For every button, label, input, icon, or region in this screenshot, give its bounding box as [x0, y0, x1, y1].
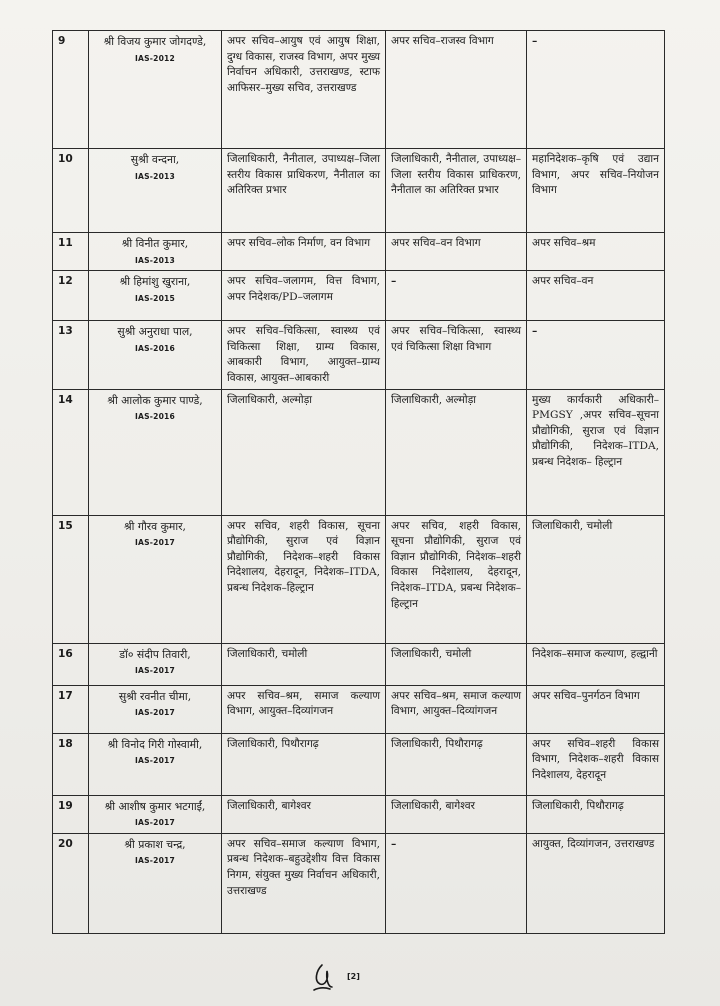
serial-number: 13: [53, 321, 89, 389]
retained-posting: –: [386, 833, 527, 933]
table-row: [53, 233, 665, 271]
retained-posting: जिलाधिकारी, बागेश्वर: [386, 795, 527, 833]
table-row: [53, 833, 665, 933]
serial-number: 20: [53, 833, 89, 933]
officer-cell: [89, 685, 222, 733]
table-row: [53, 643, 665, 685]
table-body: [53, 31, 665, 934]
officer-name: श्री हिमांशु खुराना,: [119, 275, 191, 289]
current-posting: अपर सचिव–लोक निर्माण, वन विभाग: [222, 233, 386, 271]
retained-posting: अपर सचिव, शहरी विकास, सूचना प्रौद्योगिकी, सुराज एवं विज्ञान प्रौद्योगिकी, निदेशक–शहरी विकास निदेशालय, देहरादून, निदेशक–ITDA, प्रबन्ध निदेशक–हिल्ट्रान: [386, 515, 527, 643]
service-batch: IAS-2017: [134, 756, 176, 766]
serial-number: 18: [53, 733, 89, 795]
new-posting: जिलाधिकारी, पिथौरागढ़: [527, 795, 665, 833]
new-posting: –: [527, 321, 665, 389]
serial-number: 19: [53, 795, 89, 833]
new-posting: महानिदेशक–कृषि एवं उद्यान विभाग, अपर सचिव–नियोजन विभाग: [527, 149, 665, 233]
service-batch: IAS-2013: [134, 171, 176, 181]
service-batch: IAS-2013: [134, 255, 176, 265]
table-row: [53, 733, 665, 795]
officer-name: श्री विजय कुमार जोगदण्डे,: [103, 35, 207, 48]
table-row: [53, 389, 665, 515]
current-posting: अपर सचिव–जलागम, वित्त विभाग, अपर निदेशक/PD–जलागम: [222, 271, 386, 321]
new-posting: –: [527, 31, 665, 149]
officer-cell: [89, 321, 222, 389]
current-posting: जिलाधिकारी, पिथौरागढ़: [222, 733, 386, 795]
serial-number: 11: [53, 233, 89, 271]
officer-name: श्री गौरव कुमार,: [124, 519, 186, 533]
current-posting: जिलाधिकारी, चमोली: [222, 643, 386, 685]
table-row: [53, 271, 665, 321]
officer-cell: [89, 233, 222, 271]
serial-number: 17: [53, 685, 89, 733]
officer-name: श्री आलोक कुमार पाण्डे,: [107, 393, 203, 407]
officer-cell: [89, 643, 222, 685]
current-posting: जिलाधिकारी, बागेश्वर: [222, 795, 386, 833]
new-posting: मुख्य कार्यकारी अधिकारी–PMGSY ,अपर सचिव–सूचना प्रौद्योगिकी, सुराज एवं विज्ञान प्रौद्योगिकी, निदेशक–ITDA, प्रबन्ध निदेशक– हिल्ट्रान: [527, 389, 665, 515]
service-batch: IAS-2016: [134, 412, 176, 422]
current-posting: अपर सचिव–श्रम, समाज कल्याण विभाग, आयुक्त–दिव्यांगजन: [222, 685, 386, 733]
table-row: [53, 795, 665, 833]
retained-posting: जिलाधिकारी, चमोली: [386, 643, 527, 685]
officer-name: श्री प्रकाश चन्द्र,: [124, 837, 186, 851]
table-row: [53, 149, 665, 233]
serial-number: 14: [53, 389, 89, 515]
retained-posting: जिलाधिकारी, नैनीताल, उपाध्यक्ष–जिला स्तरीय विकास प्राधिकरण, नैनीताल का अतिरिक्त प्रभार: [386, 149, 527, 233]
officer-name: श्री विनोद गिरी गोस्वामी,: [107, 737, 203, 751]
new-posting: अपर सचिव–श्रम: [527, 233, 665, 271]
table-row: [53, 31, 665, 149]
current-posting: अपर सचिव–समाज कल्याण विभाग, प्रबन्ध निदेशक–बहुउद्देशीय वित्त विकास निगम, संयुक्त मुख्य निर्वाचन अधिकारी, उत्तराखण्ड: [222, 833, 386, 933]
officer-cell: [89, 389, 222, 515]
serial-number: 16: [53, 643, 89, 685]
new-posting: अपर सचिव–पुनर्गठन विभाग: [527, 685, 665, 733]
current-posting: जिलाधिकारी, नैनीताल, उपाध्यक्ष–जिला स्तरीय विकास प्राधिकरण, नैनीताल का अतिरिक्त प्रभार: [222, 149, 386, 233]
officer-cell: [89, 271, 222, 321]
officer-cell: [89, 149, 222, 233]
serial-number: 10: [53, 149, 89, 233]
serial-number: 15: [53, 515, 89, 643]
serial-number: 12: [53, 271, 89, 321]
officer-name: श्री विनीत कुमार,: [121, 237, 189, 250]
page-number: [2]: [347, 972, 360, 981]
table-row: [53, 321, 665, 389]
retained-posting: जिलाधिकारी, अल्मोड़ा: [386, 389, 527, 515]
service-batch: IAS-2017: [134, 856, 176, 866]
officer-cell: [89, 515, 222, 643]
service-batch: IAS-2017: [134, 818, 176, 828]
officer-name: डॉ० संदीप तिवारी,: [119, 647, 191, 661]
retained-posting: अपर सचिव–वन विभाग: [386, 233, 527, 271]
current-posting: अपर सचिव, शहरी विकास, सूचना प्रौद्योगिकी, सुराज एवं विज्ञान प्रौद्योगिकी, निदेशक–शहरी विकास निदेशालय, देहरादून, निदेशक–ITDA, प्रबन्ध निदेशक–हिल्ट्रान: [222, 515, 386, 643]
new-posting: आयुक्त, दिव्यांगजन, उत्तराखण्ड: [527, 833, 665, 933]
current-posting: अपर सचिव–चिकित्सा, स्वास्थ्य एवं चिकित्सा शिक्षा, ग्राम्य विकास, आबकारी विभाग, आयुक्त–ग्राम्य विकास, आयुक्त–आबकारी: [222, 321, 386, 389]
new-posting: अपर सचिव–शहरी विकास विभाग, निदेशक–शहरी विकास निदेशालय, देहरादून: [527, 733, 665, 795]
new-posting: जिलाधिकारी, चमोली: [527, 515, 665, 643]
officer-name: सुश्री वन्दना,: [130, 153, 180, 166]
current-posting: अपर सचिव–आयुष एवं आयुष शिक्षा, दुग्ध विकास, राजस्व विभाग, अपर मुख्य निर्वाचन अधिकारी, उत्तराखण्ड, स्टाफ आफिसर–मुख्य सचिव, उत्तराखण्ड: [222, 31, 386, 149]
retained-posting: जिलाधिकारी, पिथौरागढ़: [386, 733, 527, 795]
table-row: [53, 515, 665, 643]
service-batch: IAS-2017: [134, 666, 176, 676]
officer-name: सुश्री अनुराधा पाल,: [117, 325, 193, 339]
current-posting: जिलाधिकारी, अल्मोड़ा: [222, 389, 386, 515]
retained-posting: –: [386, 271, 527, 321]
service-batch: IAS-2016: [134, 343, 176, 353]
table-row: [53, 685, 665, 733]
officer-cell: [89, 795, 222, 833]
new-posting: अपर सचिव–वन: [527, 271, 665, 321]
officer-cell: [89, 733, 222, 795]
retained-posting: अपर सचिव–राजस्व विभाग: [386, 31, 527, 149]
signature-initial: [308, 957, 344, 997]
service-batch: IAS-2015: [134, 293, 176, 303]
officer-name: सुश्री रवनीत चीमा,: [118, 689, 192, 703]
officer-name: श्री आशीष कुमार भटगाईं,: [104, 799, 206, 813]
service-batch: IAS-2017: [134, 708, 176, 718]
retained-posting: अपर सचिव–चिकित्सा, स्वास्थ्य एवं चिकित्सा शिक्षा विभाग: [386, 321, 527, 389]
new-posting: निदेशक–समाज कल्याण, हल्द्वानी: [527, 643, 665, 685]
serial-number: 9: [53, 31, 89, 149]
retained-posting: अपर सचिव–श्रम, समाज कल्याण विभाग, आयुक्त–दिव्यांगजन: [386, 685, 527, 733]
officer-cell: [89, 31, 222, 149]
service-batch: IAS-2012: [134, 53, 176, 63]
officer-cell: [89, 833, 222, 933]
officer-transfer-table: [52, 30, 665, 934]
service-batch: IAS-2017: [134, 538, 176, 548]
